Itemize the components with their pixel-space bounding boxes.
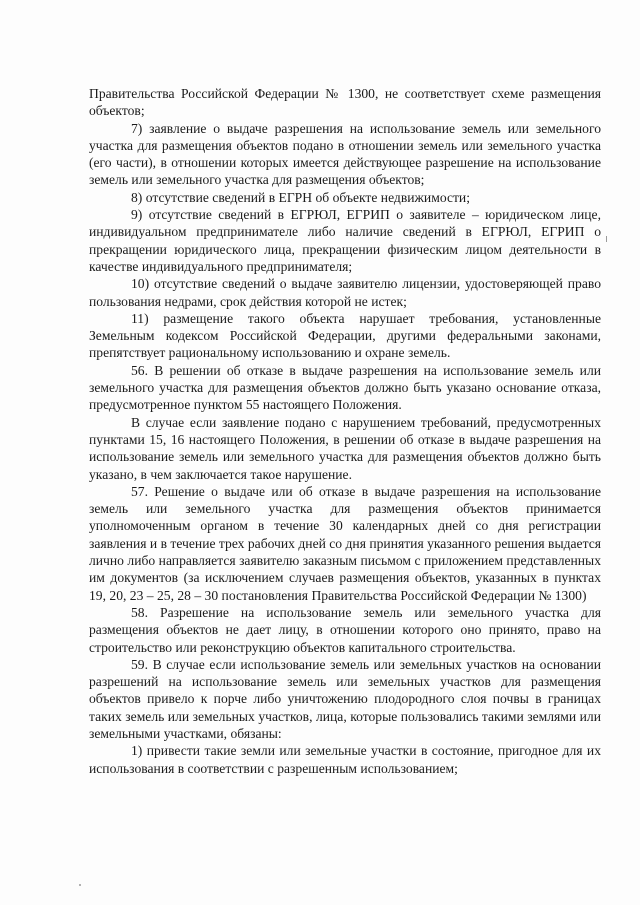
document-body [89, 85, 601, 777]
paragraph-item-11: 11) размещение такого объекта нарушает требования, установленные Земельным кодексом Российской Федерации, другими федеральными законами, препятствует рациональному использованию и охране земель. [89, 310, 601, 361]
scan-speck [606, 236, 607, 242]
paragraph-section-57: 57. Решение о выдаче или об отказе в выдаче разрешения на использование земель или земельного участка для размещения объектов принимается уполномоченным органом в течение 30 календарных дней со дня регистрации заявления и в течение трех рабочих дней со дня принятия указанного решения выдается лично либо направляется заявителю заказным письмом с приложением представленных им документов (за исключением случаев размещения объектов, указанных в пунктах 19, 20, 23 – 25, 28 – 30 постановления Правительства Российской Федерации № 1300) [89, 483, 601, 603]
paragraph-section-56-continued: В случае если заявление подано с нарушением требований, предусмотренных пунктами 15, 16 настоящего Положения, в решении об отказе в выдаче разрешения на использование земель или земельного участка для размещения объектов должно быть указано, в чем заключается такое нарушение. [89, 414, 601, 482]
paragraph-item-9: 9) отсутствие сведений в ЕГРЮЛ, ЕГРИП о заявителе – юридическом лице, индивидуальном предпринимателе либо наличие сведений в ЕГРЮЛ, ЕГРИП о прекращении юридического лица, прекращении физическим лицом деятельности в качестве индивидуального предпринимателя; [89, 207, 601, 274]
paragraph-item-10: 10) отсутствие сведений о выдаче заявителю лицензии, удостоверяющей право пользования недрами, срок действия которой не истек; [89, 276, 601, 309]
paragraph-section-59: 59. В случае если использование земель или земельных участков на основании разрешений на использование земель или земельных участков для размещения объектов привело к порче либо уничтожению плодородного слоя почвы в границах таких земель или земельных участков, лица, которые пользовались такими землями или земельными участками, обязаны: [89, 656, 601, 741]
paragraph-section-58: 58. Разрешение на использование земель или земельного участка для размещения объектов не дает лицу, в отношении которого оно принято, право на строительство или реконструкцию объектов капитального строительства. [89, 604, 601, 655]
paragraph-item-7: 7) заявление о выдаче разрешения на использование земель или земельного участка для размещения объектов подано в отношении земель или земельного участка (его части), в отношении которых имеется действующее разрешение на использование земель или земельного участка для размещения объектов; [89, 120, 601, 188]
paragraph-intro-continuation: Правительства Российской Федерации № 1300, не соответствует схеме размещения объектов; [89, 86, 601, 119]
paragraph-section-59-item-1: 1) привести такие земли или земельные участки в состояние, пригодное для их использования в соответствии с разрешенным использованием; [89, 743, 601, 776]
scan-speck [79, 884, 81, 886]
paragraph-section-56: 56. В решении об отказе в выдаче разрешения на использование земель или земельного участка для размещения объектов должно быть указано основание отказа, предусмотренное пунктом 55 настоящего Положения. [89, 362, 601, 413]
paragraph-item-8: 8) отсутствие сведений в ЕГРН об объекте недвижимости; [131, 189, 470, 205]
